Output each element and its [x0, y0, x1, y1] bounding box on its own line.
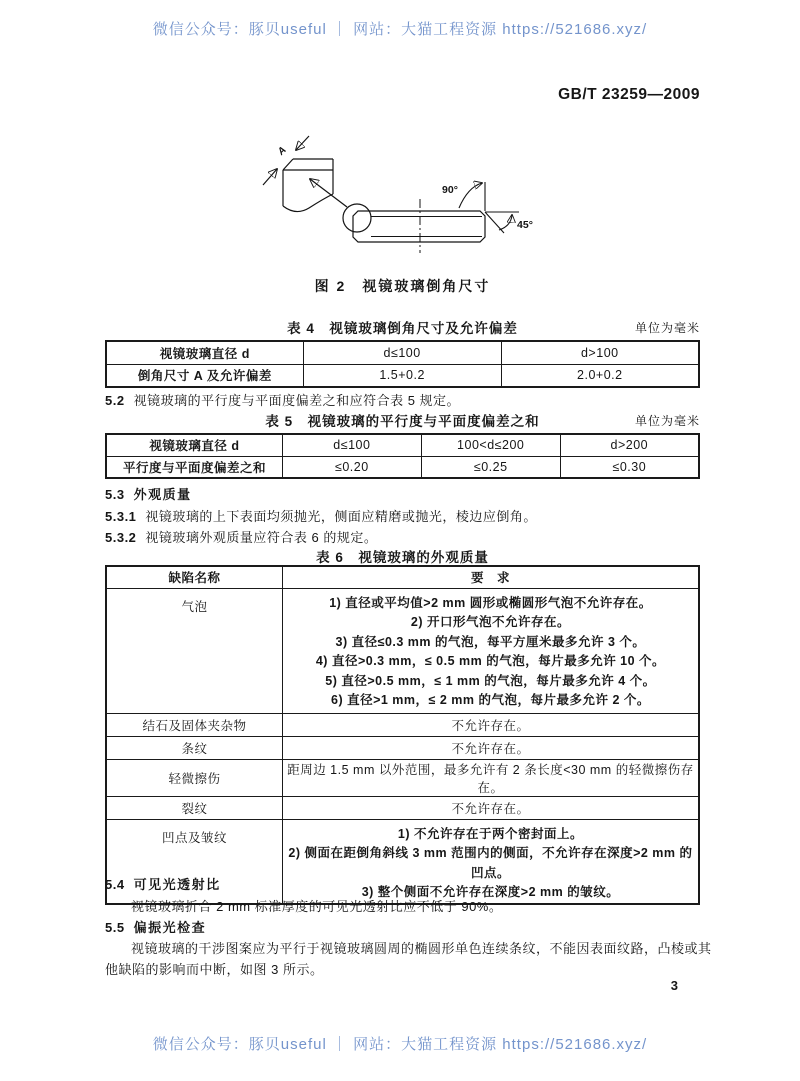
defect-requirements: [282, 588, 699, 713]
clause-number: 5.2: [105, 393, 125, 408]
requirement-item: 5) 直径>0.5 mm，≤ 1 mm 的气泡，每片最多允许 4 个。: [325, 673, 656, 688]
section-5-3: [105, 484, 705, 502]
requirement-item: 不允许存在。: [282, 796, 699, 819]
requirement-item: 不允许存在。: [282, 736, 699, 759]
table4-unit: 单位为毫米: [634, 321, 700, 335]
requirement-item: 3) 直径≤0.3 mm 的气泡，每平方厘米最多允许 3 个。: [335, 634, 646, 649]
table-row: [106, 796, 699, 819]
table-row: [106, 736, 699, 759]
table-row: [106, 456, 699, 478]
angle-90-annotation: [459, 182, 519, 212]
section-5-4-body: 视镜玻璃折合 2 mm 标准厚度的可见光透射比应不低于 90%。: [131, 899, 503, 914]
table6-header-requirement: 要 求: [282, 566, 699, 588]
table5-unit: 单位为毫米: [634, 414, 700, 428]
header-watermark: 微信公众号：豚贝useful ｜ 网站：大猫工程资源 https://521686.xyz/: [152, 21, 648, 38]
detail-leader-arrow: [310, 179, 347, 207]
defect-name: 裂纹: [106, 796, 282, 819]
table-row: [106, 434, 699, 456]
table6-header-defect: 缺陷名称: [106, 566, 282, 588]
clause-text: 外观质量: [133, 487, 192, 502]
table4-cell: 倒角尺寸 A 及允许偏差: [106, 364, 303, 387]
requirement-item: 6) 直径>1 mm，≤ 2 mm 的气泡，每片最多允许 2 个。: [331, 693, 650, 707]
table5-cell: d>200: [560, 434, 699, 456]
table4-cell: 1.5+0.2: [303, 364, 501, 387]
table5-cell: d≤100: [282, 434, 421, 456]
requirement-item: 4) 直径>0.3 mm，≤ 0.5 mm 的气泡，每片最多允许 10 个。: [315, 654, 666, 668]
table-row: [106, 713, 699, 736]
angle-45-annotation: [485, 212, 512, 233]
table5: [105, 433, 700, 479]
clause-number: 5.5: [105, 920, 125, 935]
table5-cell: 平行度与平面度偏差之和: [106, 456, 282, 478]
figure2-drawing: [232, 122, 562, 282]
clause-text: 可见光透射比: [133, 877, 221, 892]
table-row: [106, 364, 699, 387]
table5-cell: ≤0.30: [560, 456, 699, 478]
defect-name: 结石及固体夹杂物: [106, 713, 282, 736]
glass-disc-side-view: [353, 199, 485, 253]
section-5-5-body-line1: 视镜玻璃的干涉图案应为平行于视镜玻璃圆周的椭圆形单色连续条纹，不能因表面纹路，凸棱或其: [131, 941, 712, 956]
table-row: [106, 566, 699, 588]
angle-90-label: 90°: [442, 184, 458, 196]
clause-text: 视镜玻璃的上下表面均须抛光，侧面应精磨或抛光，棱边应倒角。: [145, 509, 537, 524]
requirement-item: 距周边 1.5 mm 以外范围，最多允许有 2 条长度<30 mm 的轻微擦伤存在。: [282, 759, 699, 796]
clause-number: 5.3: [105, 487, 125, 502]
figure2-caption: 图 2 视镜玻璃倒角尺寸: [314, 278, 491, 294]
table6: [105, 565, 700, 905]
table4-cell: d≤100: [303, 341, 501, 364]
table4-cell: d>100: [501, 341, 699, 364]
clause-number: 5.4: [105, 877, 125, 892]
table-row: [106, 759, 699, 796]
table4-cell: 2.0+0.2: [501, 364, 699, 387]
table5-cell: ≤0.25: [421, 456, 560, 478]
table-row: [106, 588, 699, 713]
defect-name: 条纹: [106, 736, 282, 759]
section-5-4: [105, 874, 705, 892]
table4-title: 表 4 视镜玻璃倒角尺寸及允许偏差: [287, 321, 518, 336]
requirement-item: 3) 整个侧面不允许存在深度>2 mm 的皱纹。: [361, 885, 620, 899]
requirement-item: 1) 直径或平均值>2 mm 圆形或椭圆形气泡不允许存在。: [329, 595, 652, 610]
section-5-5-body-line2: 他缺陷的影响而中断，如图 3 所示。: [105, 962, 324, 977]
table5-cell: ≤0.20: [282, 456, 421, 478]
angle-45-label: 45°: [517, 219, 533, 231]
requirement-item: 2) 开口形气泡不允许存在。: [410, 615, 570, 629]
defect-name: 气泡: [106, 588, 282, 713]
table4: [105, 340, 700, 388]
chamfer-dim-label: A: [275, 144, 289, 158]
page-number: 3: [670, 978, 678, 993]
clause-text: 偏振光检查: [133, 920, 207, 935]
clause-number: 5.3.2: [105, 530, 137, 545]
section-5-3-2: [105, 527, 705, 545]
detail-callout-circle: [343, 204, 371, 232]
chamfer-detail-view: [263, 136, 333, 212]
defect-name: 轻微擦伤: [106, 759, 282, 796]
requirement-item: 1) 不允许存在于两个密封面上。: [397, 826, 583, 841]
requirement-item: 不允许存在。: [282, 713, 699, 736]
defect-name: 凹点及皱纹: [106, 819, 282, 904]
table5-cell: 视镜玻璃直径 d: [106, 434, 282, 456]
section-5-5: [105, 917, 705, 935]
clause-text: 视镜玻璃外观质量应符合表 6 的规定。: [145, 530, 378, 545]
table5-title: 表 5 视镜玻璃的平行度与平面度偏差之和: [265, 414, 540, 429]
section-5-2: [105, 390, 705, 408]
clause-number: 5.3.1: [105, 509, 137, 524]
table6-title: 表 6 视镜玻璃的外观质量: [316, 550, 489, 565]
table-row: [106, 341, 699, 364]
clause-text: 视镜玻璃的平行度与平面度偏差之和应符合表 5 规定。: [133, 393, 461, 408]
standard-number: GB/T 23259—2009: [558, 86, 700, 103]
requirement-item: 2) 侧面在距倒角斜线 3 mm 范围内的侧面，不允许存在深度>2 mm 的凹点。: [288, 846, 693, 880]
table4-cell: 视镜玻璃直径 d: [106, 341, 303, 364]
footer-watermark: 微信公众号：豚贝useful ｜ 网站：大猫工程资源 https://521686.xyz/: [152, 1036, 648, 1053]
section-5-3-1: [105, 506, 705, 524]
table5-cell: 100<d≤200: [421, 434, 560, 456]
